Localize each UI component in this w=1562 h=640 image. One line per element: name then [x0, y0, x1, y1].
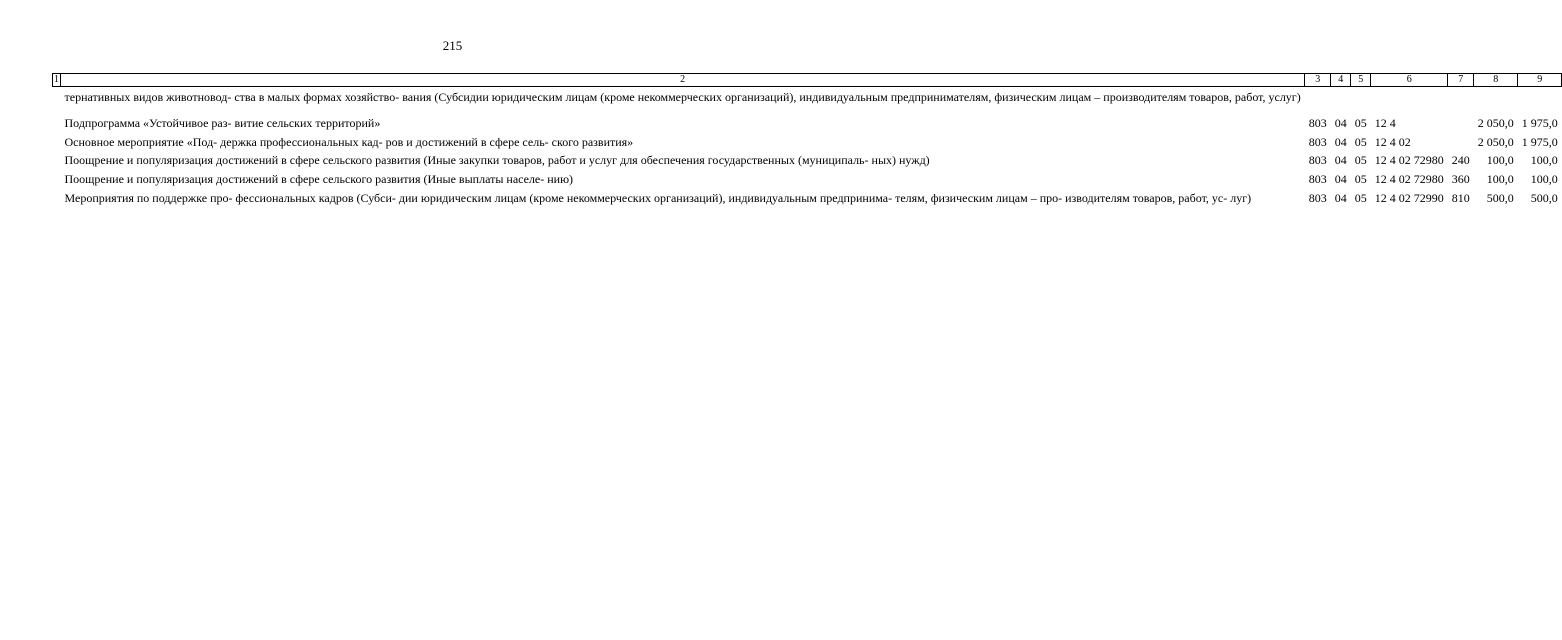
item-name: Поощрение и популяризация достижений в сфере сельского развития (Иные закупки товаров, работ и услуг для обеспечения государственных (муниципаль- ных) нужд): [64, 153, 930, 168]
target-article-code: 12 4 02 72980: [1374, 172, 1444, 187]
expense-type-code: [1448, 116, 1474, 135]
item-name: Подпрограмма «Устойчивое раз- витие сельских территорий»: [64, 115, 381, 130]
row-number-cell: [53, 87, 61, 116]
ministry-code: 803: [1308, 190, 1327, 205]
col-header-7: 7: [1448, 74, 1474, 87]
amount-col-9: 1 975,0: [1521, 115, 1558, 130]
amount-col-8: 100,0: [1486, 153, 1514, 168]
target-article-code: [1371, 87, 1448, 116]
target-article-code: 12 4: [1374, 115, 1396, 130]
subsection-code: 05: [1354, 134, 1367, 149]
ministry-code: [1305, 87, 1331, 116]
ministry-code: 803: [1308, 134, 1327, 149]
section-code: 04: [1334, 190, 1347, 205]
amount-col-8: 2 050,0: [1477, 134, 1514, 149]
row-number-cell: [53, 135, 61, 154]
subsection-code: 05: [1354, 190, 1367, 205]
table-row: [53, 116, 1562, 135]
col-header-4: 4: [1331, 74, 1351, 87]
table-row: [53, 87, 1562, 116]
ministry-code: 803: [1308, 153, 1327, 168]
item-name: Мероприятия по поддержке про- фессиональных кадров (Субси- дии юридическим лицам (кроме некоммерческих организаций), индивидуальным предпринима- телям, физическим лицам – про- изводителям товаров, работ, ус- луг): [64, 190, 1252, 205]
table-row: [53, 191, 1562, 210]
expense-type-code: [1448, 135, 1474, 154]
amount-col-9: 500,0: [1530, 190, 1558, 205]
amount-col-9: 100,0: [1530, 172, 1558, 187]
item-name: Основное мероприятие «Под- держка профессиональных кад- ров и достижений в сфере сель- ского развития»: [64, 134, 634, 149]
row-number-cell: [53, 172, 61, 191]
expense-type-code: 810: [1451, 190, 1470, 205]
subsection-code: 05: [1354, 115, 1367, 130]
subsection-code: 05: [1354, 153, 1367, 168]
ministry-code: 803: [1308, 172, 1327, 187]
table-row: [53, 135, 1562, 154]
amount-col-9: [1518, 87, 1562, 116]
amount-col-8: 2 050,0: [1477, 115, 1514, 130]
item-name: Поощрение и популяризация достижений в сфере сельского развития (Иные выплаты населе- нию): [64, 172, 574, 187]
section-code: 04: [1334, 115, 1347, 130]
row-number-cell: [53, 191, 61, 210]
col-header-6: 6: [1371, 74, 1448, 87]
header-row: [53, 74, 1562, 87]
amount-col-8: 500,0: [1486, 190, 1514, 205]
amount-col-8: 100,0: [1486, 172, 1514, 187]
row-number-cell: [53, 116, 61, 135]
amount-col-9: 100,0: [1530, 153, 1558, 168]
col-header-1: 1: [54, 74, 59, 85]
section-code: 04: [1334, 172, 1347, 187]
table-row: [53, 153, 1562, 172]
col-header-5: 5: [1351, 74, 1371, 87]
section-code: 04: [1334, 134, 1347, 149]
budget-table: [52, 73, 1562, 210]
page-number: 215: [442, 38, 463, 53]
section-code: 04: [1334, 153, 1347, 168]
subsection-code: [1351, 87, 1371, 116]
expense-type-code: 240: [1451, 153, 1470, 168]
target-article-code: 12 4 02 72980: [1374, 153, 1444, 168]
item-name: тернативных видов животновод- ства в малых формах хозяйство- вания (Субсидии юридическим лицам (кроме некоммерческих организаций), индивидуальным предпринимателям, физическим лицам – производителям товаров, работ, услуг): [64, 90, 1301, 104]
col-header-9: 9: [1518, 74, 1562, 87]
target-article-code: 12 4 02: [1374, 134, 1411, 149]
row-number-cell: [53, 153, 61, 172]
target-article-code: 12 4 02 72990: [1374, 190, 1444, 205]
table-row: [53, 172, 1562, 191]
expense-type-code: 360: [1451, 172, 1470, 187]
col-header-8: 8: [1474, 74, 1518, 87]
col-header-3: 3: [1305, 74, 1331, 87]
expense-type-code: [1448, 87, 1474, 116]
amount-col-9: 1 975,0: [1521, 134, 1558, 149]
amount-col-8: [1474, 87, 1518, 116]
subsection-code: 05: [1354, 172, 1367, 187]
col-header-2: 2: [61, 74, 1305, 87]
section-code: [1331, 87, 1351, 116]
ministry-code: 803: [1308, 115, 1327, 130]
